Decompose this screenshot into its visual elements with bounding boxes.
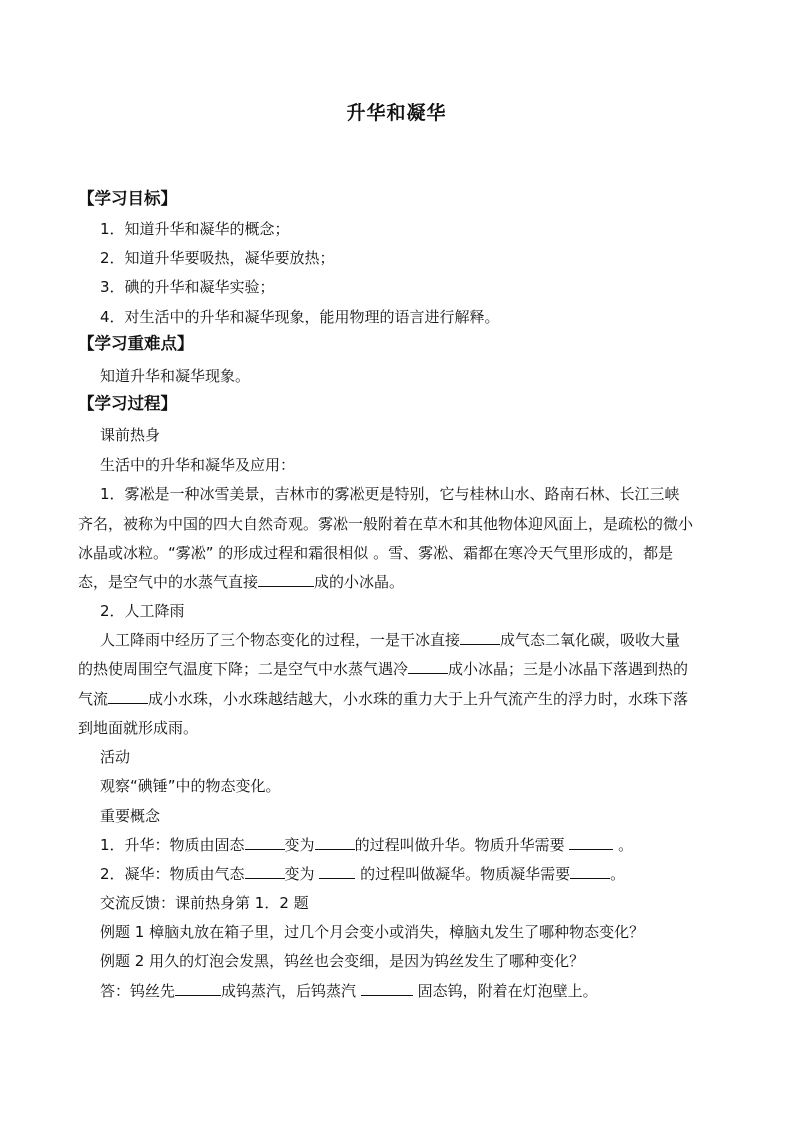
fill-blank[interactable] [319,864,355,879]
example-2: 例题 2 用久的灯泡会发黑，钨丝也会变细，是因为钨丝发生了哪种变化？ [100,952,585,970]
feedback-text: 交流反馈：课前热身第 1．2 题 [100,894,309,912]
fill-blank[interactable] [245,835,285,850]
example-1: 例题 1 樟脑丸放在箱子里，过几个月会变小或消失，樟脑丸发生了哪种物态变化？ [100,923,645,941]
fill-blank[interactable] [245,864,285,879]
process-heading: 【学习过程】 [78,394,177,413]
warmup-label: 课前热身 [100,426,161,444]
observe-text: 观察“碘锤”中的物态变化。 [100,777,281,795]
item2-line: 到地面就形成雨。 [78,719,199,737]
page-title: 升华和凝华 [346,102,447,124]
concept-deposition: 2．凝华：物质由气态 变为 的过程叫做凝华。物质凝华需要 。 [100,865,626,883]
key-heading: 【学习重难点】 [78,334,194,353]
goal-item: 3．碘的升华和凝华实验； [100,278,275,296]
item1-last-line: 态，是空气中的水蒸气直接 成的小冰晶。 [78,573,405,591]
item1-line: 冰晶或冰粒。“雾凇” 的形成过程和霜很相似 。雪、雾凇、霜都在寒冷天气里形成的，都是 [78,544,674,562]
item1-line: 1．雾凇是一种冰雪美景，吉林市的雾凇更是特别，它与桂林山水、路南石林、长江三峡 [100,485,680,503]
fill-blank[interactable] [570,864,610,879]
fill-blank[interactable] [175,981,221,996]
answer-line: 答：钨丝先 成钨蒸汽，后钨蒸汽 固态钨，附着在灯泡壁上。 [100,982,598,1000]
concept-sublimation: 1．升华：物质由固态 变为 的过程叫做升华。物质升华需要 。 [100,836,634,854]
goal-item: 1．知道升华和凝华的概念； [100,220,290,238]
item2-title: 2．人工降雨 [100,602,185,620]
fill-blank[interactable] [315,835,355,850]
applications-label: 生活中的升华和凝华及应用： [100,456,296,474]
item2-line: 的热使周围空气温度下降；二是空气中水蒸气遇冷 成小冰晶；三是小冰晶下落遇到热的 [78,660,689,678]
fill-blank[interactable] [361,981,413,996]
item1-line: 齐名，被称为中国的四大自然奇观。雾凇一般附着在草木和其他物体迎风面上，是疏松的微小 [78,515,694,533]
item2-line: 人工降雨中经历了三个物态变化的过程，一是干冰直接 成气态二氧化碳，吸收大量 [100,631,681,649]
fill-blank[interactable] [108,689,148,704]
activity-label: 活动 [100,748,131,766]
key-text: 知道升华和凝华现象。 [100,367,251,385]
goals-heading: 【学习目标】 [78,189,177,208]
goal-item: 4．对生活中的升华和凝华现象，能用物理的语言进行解释。 [100,308,500,326]
fill-blank[interactable] [460,630,500,645]
concepts-label: 重要概念 [100,807,161,825]
fill-blank[interactable] [258,572,314,587]
goal-item: 2．知道升华要吸热，凝华要放热； [100,249,335,267]
fill-blank[interactable] [569,835,613,850]
fill-blank[interactable] [408,659,448,674]
item2-line: 气流 成小水珠，小水珠越结越大，小水珠的重力大于上升气流产生的浮力时，水珠下落 [78,690,689,708]
